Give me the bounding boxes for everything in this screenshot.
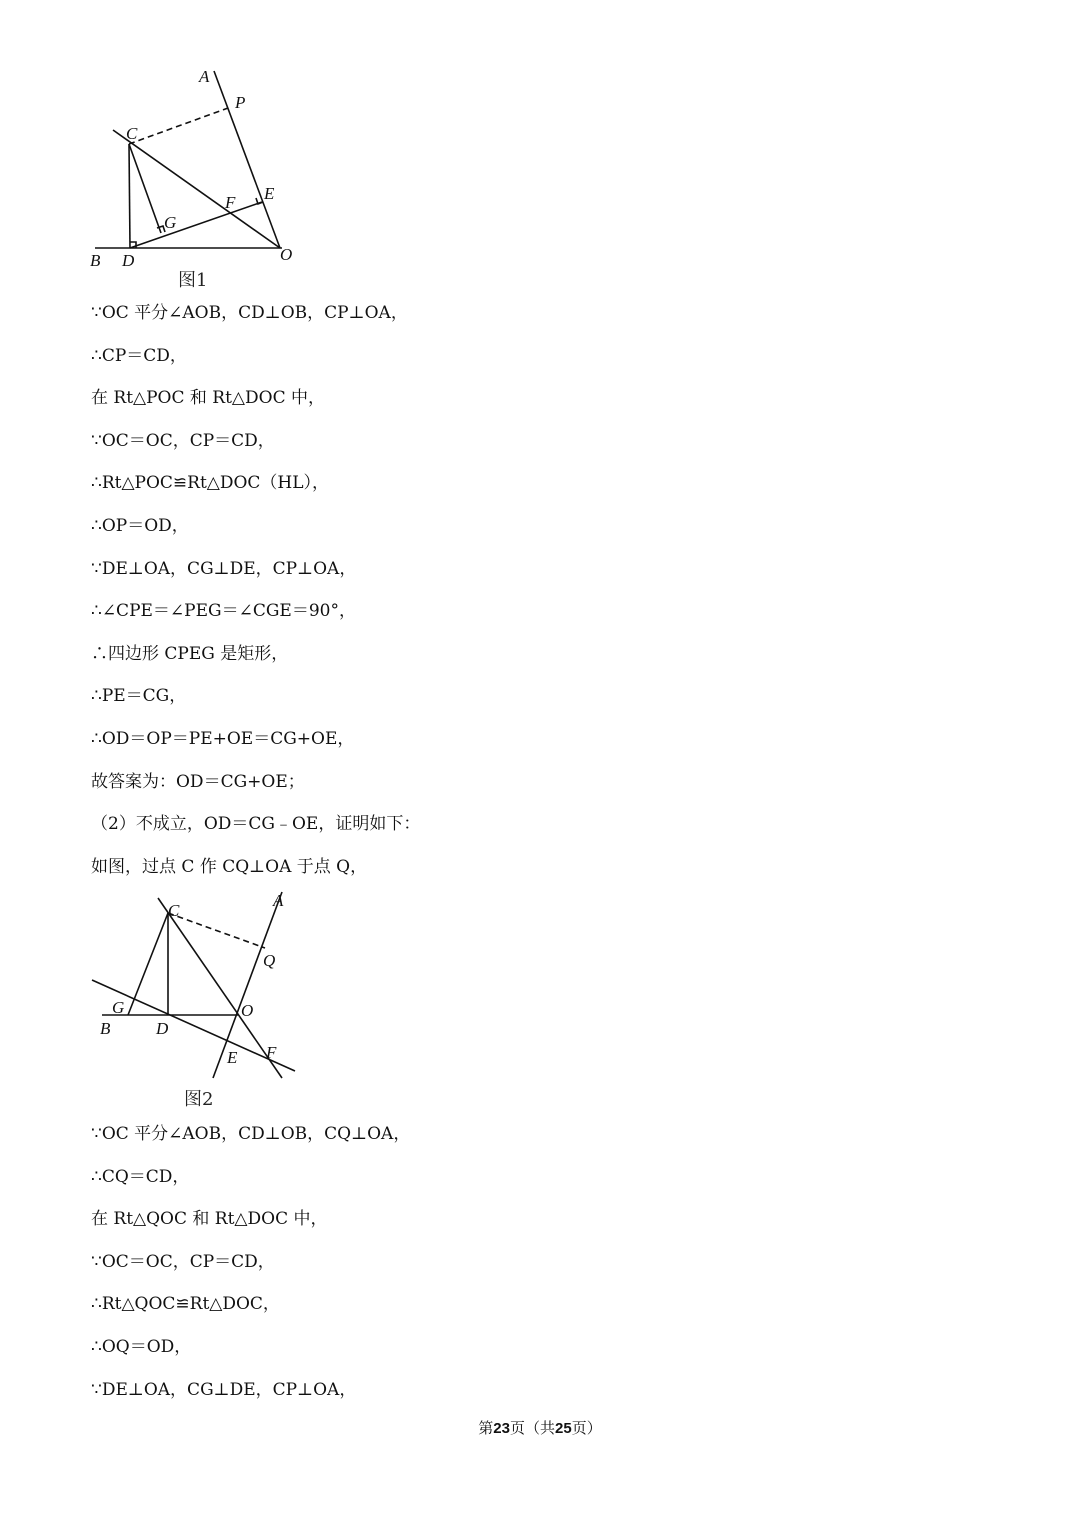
label-e: E — [227, 1048, 238, 1067]
label-d: D — [156, 1019, 169, 1038]
label-d: D — [122, 251, 135, 270]
proof-line: ∴CQ＝CD， — [91, 1166, 190, 1187]
line-de — [92, 980, 295, 1071]
segment-cg — [128, 913, 168, 1015]
figure-1 — [95, 71, 282, 248]
proof-line: ∴CP＝CD， — [91, 345, 187, 366]
segment-cp — [129, 108, 228, 144]
label-c: C — [126, 124, 138, 143]
proof-line: ∴OP＝OD， — [91, 516, 189, 536]
current-page: 23 — [493, 1420, 510, 1437]
label-b: B — [100, 1019, 111, 1038]
label-o: O — [280, 245, 293, 264]
segment-cd — [129, 144, 130, 248]
page-footer — [0, 1417, 1080, 1438]
label-f: F — [225, 193, 236, 212]
proof-line: ∴PE＝CG， — [91, 686, 187, 707]
label-q: Q — [263, 951, 276, 970]
figure-2-caption: 图2 — [184, 1089, 214, 1110]
label-a: A — [273, 891, 284, 910]
proof-line: ∵OC 平分∠AOB，CD⊥OB，CP⊥OA， — [91, 303, 408, 323]
proof-line: ∵DE⊥OA，CG⊥DE，CP⊥OA， — [91, 558, 357, 579]
proof-line: ∵OC 平分∠AOB，CD⊥OB，CQ⊥OA， — [91, 1124, 411, 1144]
label-p: P — [235, 93, 246, 112]
proof-line: 如图，过点 C 作 CQ⊥OA 于点 Q， — [91, 856, 368, 877]
proof-line: ∵OC＝OC，CP＝CD， — [91, 1251, 275, 1272]
segment-de — [130, 202, 262, 248]
proof-line: ∵OC＝OC，CP＝CD， — [91, 430, 275, 451]
figure-1-caption: 图1 — [178, 270, 208, 291]
proof-line: 在 Rt△QOC 和 Rt△DOC 中， — [91, 1209, 328, 1230]
label-g: G — [112, 998, 125, 1017]
segment-cg — [129, 144, 161, 233]
proof-line: ∴Rt△QOC≌Rt△DOC， — [91, 1294, 280, 1315]
label-a: A — [199, 67, 210, 86]
label-g: G — [164, 213, 177, 232]
label-o: O — [241, 1001, 254, 1020]
proof-line: ∴∠CPE＝∠PEG＝∠CGE＝90°， — [91, 601, 356, 622]
figure-1-labels — [90, 67, 292, 291]
proof-line: 故答案为：OD＝CG+OE； — [91, 771, 305, 792]
total-pages: 25 — [555, 1420, 572, 1437]
proof-line: ∵DE⊥OA，CG⊥DE，CP⊥OA， — [91, 1379, 357, 1400]
proof-line: ∴OD＝OP＝PE+OE＝CG+OE， — [91, 729, 355, 749]
figure-2 — [92, 892, 295, 1078]
line-oc — [113, 130, 280, 248]
label-c: C — [168, 901, 180, 920]
figure-2-labels — [100, 891, 284, 1110]
label-b: B — [90, 251, 101, 270]
footer-suffix: 页） — [571, 1419, 602, 1437]
segment-cq — [168, 913, 265, 948]
proof-line: ∴Rt△POC≌Rt△DOC（HL）， — [91, 473, 330, 494]
ray-oa — [214, 71, 280, 248]
proof-line: （2）不成立，OD＝CG﹣OE，证明如下： — [91, 814, 421, 835]
proof-line: ∴OQ＝OD， — [91, 1337, 192, 1357]
footer-prefix: 第 — [478, 1419, 494, 1437]
label-e: E — [264, 184, 275, 203]
line-oc — [158, 898, 282, 1078]
proof-line: ∴四边形 CPEG 是矩形， — [91, 643, 289, 664]
proof-line: 在 Rt△POC 和 Rt△DOC 中， — [91, 388, 325, 409]
label-f: F — [266, 1043, 277, 1062]
footer-middle: 页（共 — [509, 1419, 555, 1437]
